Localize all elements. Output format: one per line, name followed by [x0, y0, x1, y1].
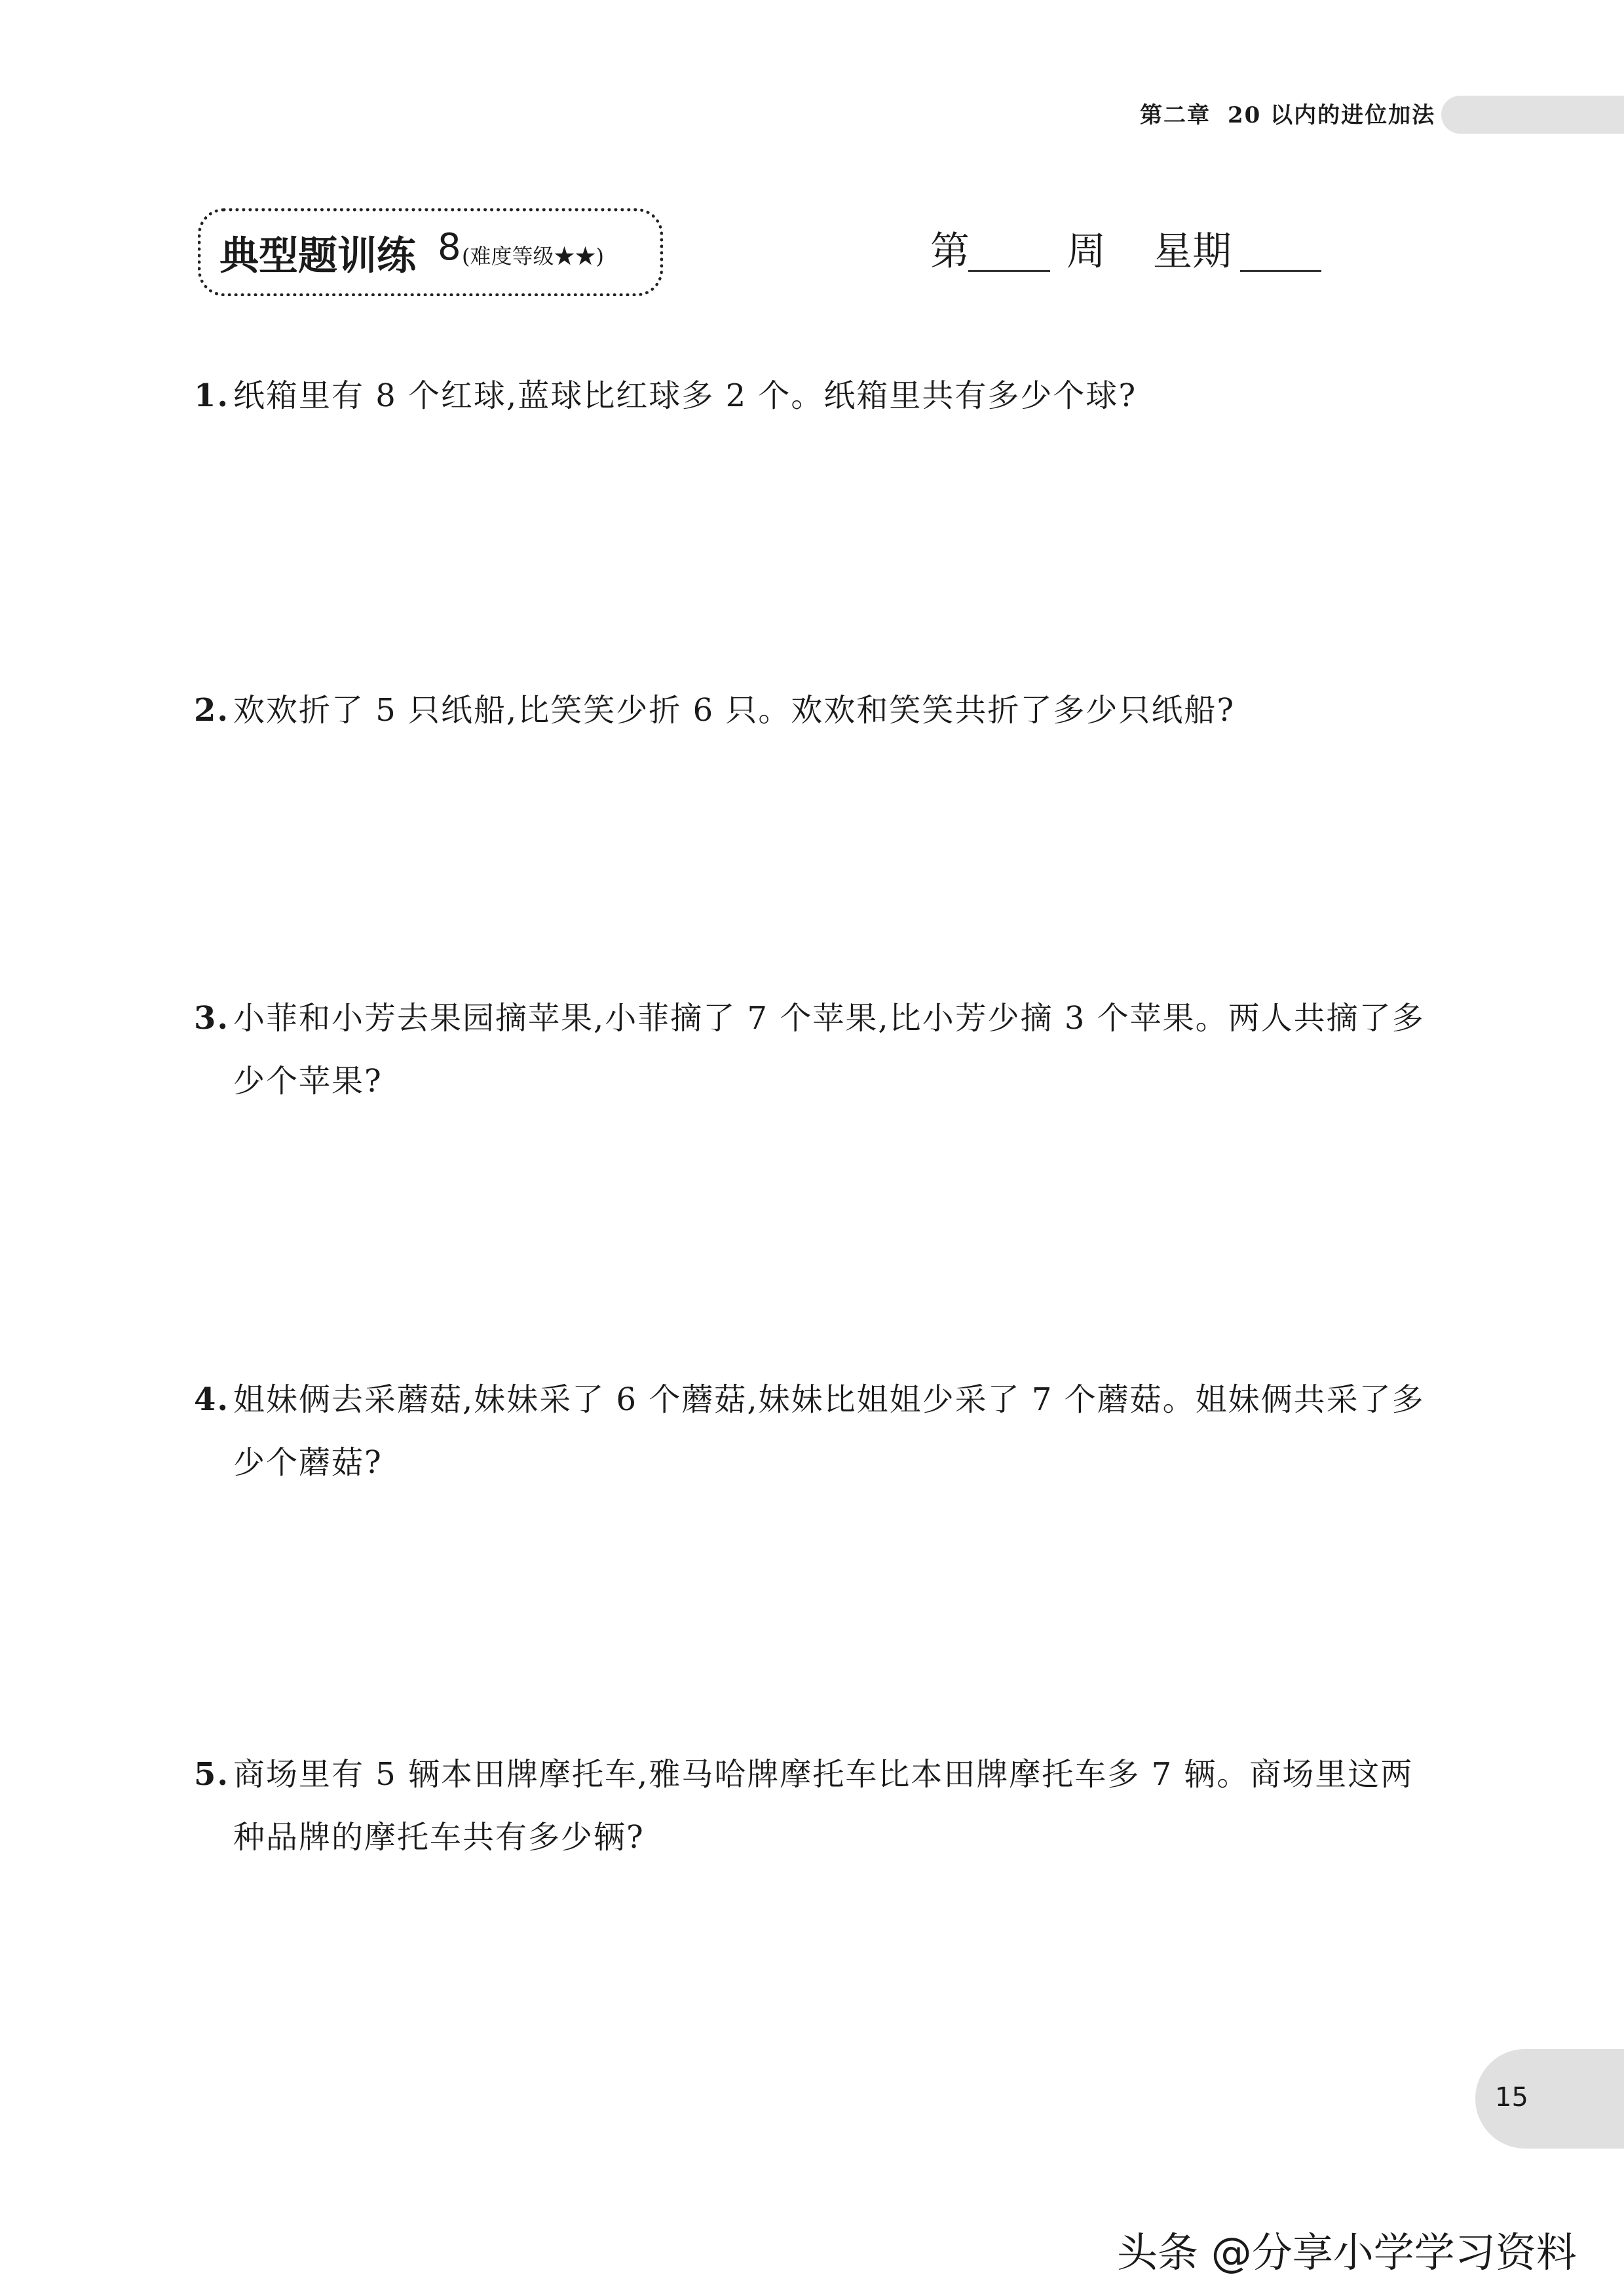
- page-number: 15: [1495, 2082, 1528, 2113]
- question-1: [194, 364, 1439, 427]
- question-number: 2.: [194, 692, 230, 729]
- week-prefix: 第: [930, 229, 970, 275]
- section-label: 20 以内的进位加法: [1228, 102, 1436, 128]
- question-2: [194, 679, 1439, 742]
- question-4: [194, 1368, 1439, 1494]
- question-text: 姐妹俩去采蘑菇,妹妹采了 6 个蘑菇,妹妹比姐姐少采了 7 个蘑菇。姐妹俩共采了多少个蘑菇?: [233, 1381, 1425, 1481]
- section-title: 典型题训练: [219, 233, 416, 279]
- chapter-label: 第二章: [1140, 102, 1211, 128]
- question-5: [194, 1743, 1439, 1869]
- week-blank-line[interactable]: [968, 270, 1050, 272]
- section-title-number: 8: [438, 226, 461, 269]
- question-number: 1.: [194, 377, 230, 414]
- question-number: 4.: [194, 1381, 230, 1418]
- difficulty-rating: (难度等级★★): [462, 244, 604, 269]
- question-number: 5.: [194, 1756, 230, 1793]
- question-text: 纸箱里有 8 个红球,蓝球比红球多 2 个。纸箱里共有多少个球?: [233, 377, 1137, 414]
- question-number: 3.: [194, 1000, 230, 1037]
- watermark: 头条 @分享小学学习资料: [1117, 2229, 1577, 2276]
- chapter-header: [1140, 97, 1435, 129]
- question-text: 商场里有 5 辆本田牌摩托车,雅马哈牌摩托车比本田牌摩托车多 7 辆。商场里这两种品牌的摩托车共有多少辆?: [233, 1756, 1414, 1856]
- question-3: [194, 987, 1439, 1113]
- question-text: 欢欢折了 5 只纸船,比笑笑少折 6 只。欢欢和笑笑共折了多少只纸船?: [233, 692, 1236, 729]
- week-suffix: 周: [1067, 229, 1106, 275]
- header-tab-decoration: [1441, 96, 1624, 134]
- question-text: 小菲和小芳去果园摘苹果,小菲摘了 7 个苹果,比小芳少摘 3 个苹果。两人共摘了多少个苹果?: [233, 1000, 1425, 1100]
- weekday-label: 星期: [1153, 229, 1232, 275]
- week-field-label: [930, 220, 1106, 277]
- weekday-blank-line[interactable]: [1240, 270, 1321, 272]
